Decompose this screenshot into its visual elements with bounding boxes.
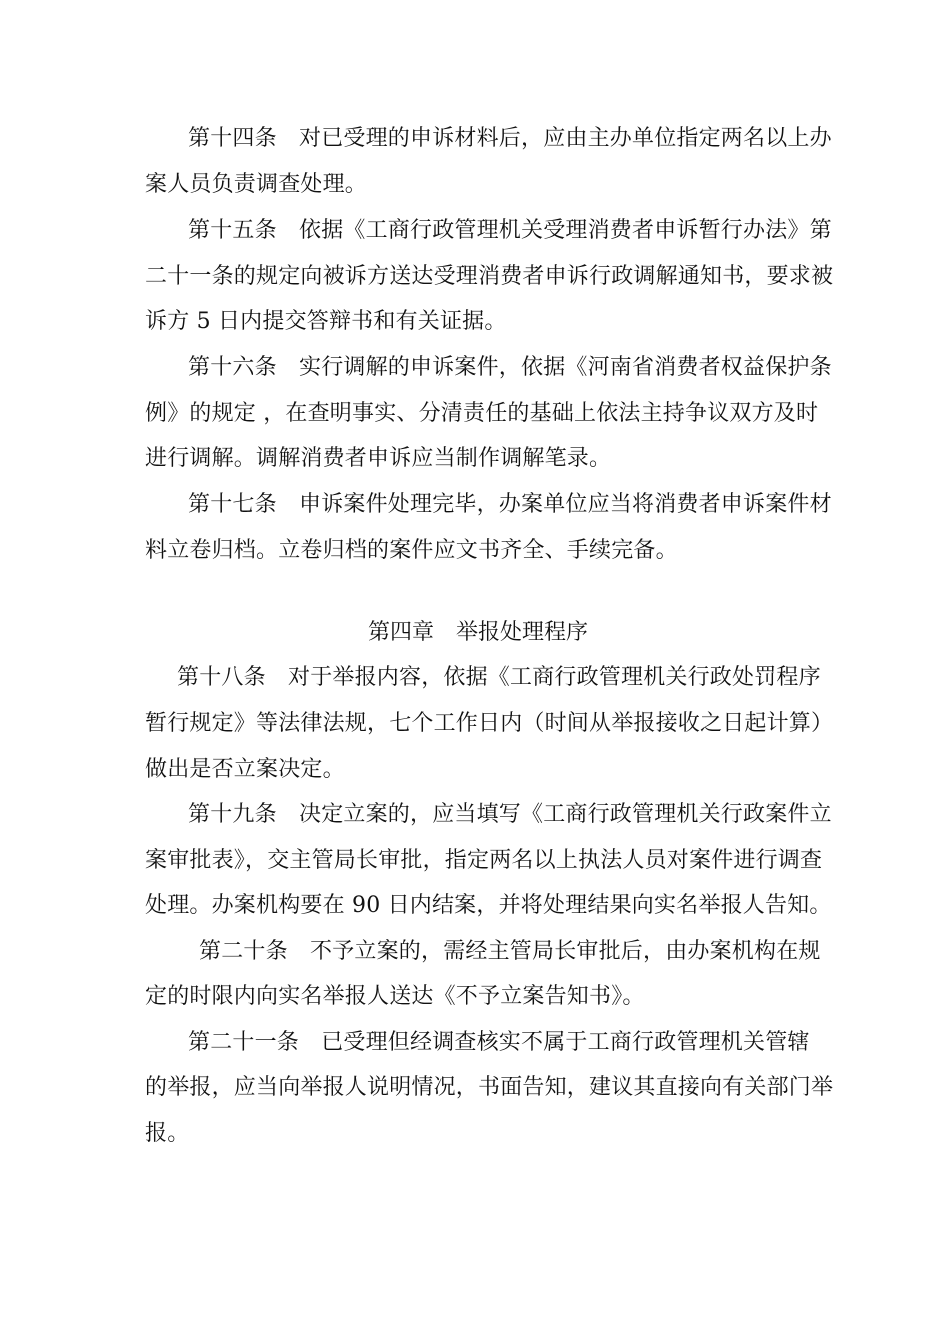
article-18-line-3: 做出是否立案决定。 xyxy=(145,757,345,782)
article-18-line-2: 暂行规定》等法律法规，七个工作日内（时间从举报接收之日起计算） xyxy=(145,711,834,736)
article-16-line-2: 例》的规定 ，在查明事实、分清责任的基础上依法主持争议双方及时 xyxy=(145,401,819,426)
article-16-line-3: 进行调解。调解消费者申诉应当制作调解笔录。 xyxy=(145,446,612,471)
article-19-line-1: 第十九条 决定立案的，应当填写《工商行政管理机关行政案件立 xyxy=(188,802,832,827)
article-14-line-2: 案人员负责调查处理。 xyxy=(145,172,368,197)
article-14-line-1: 第十四条 对已受理的申诉材料后，应由主办单位指定两名以上办 xyxy=(188,126,832,151)
article-21-line-3: 报。 xyxy=(145,1121,190,1146)
article-21-line-1: 第二十一条 已受理但经调查核实不属于工商行政管理机关管辖 xyxy=(188,1030,810,1055)
article-15-line-1: 第十五条 依据《工商行政管理机关受理消费者申诉暂行办法》第 xyxy=(188,218,832,243)
article-16-line-1: 第十六条 实行调解的申诉案件，依据《河南省消费者权益保护条 xyxy=(188,355,832,380)
chapter-heading: 第四章 举报处理程序 xyxy=(368,620,589,645)
article-15-line-3: 诉方 5 日内提交答辩书和有关证据。 xyxy=(145,309,507,334)
article-17-line-2: 料立卷归档。立卷归档的案件应文书齐全、手续完备。 xyxy=(145,538,678,563)
article-20-line-1: 第二十条 不予立案的，需经主管局长审批后，由办案机构在规 xyxy=(199,939,821,964)
article-15-line-2: 二十一条的规定向被诉方送达受理消费者申诉行政调解通知书，要求被 xyxy=(145,264,834,289)
article-19-line-2: 案审批表》，交主管局长审批，指定两名以上执法人员对案件进行调查 xyxy=(145,848,823,873)
article-21-line-2: 的举报，应当向举报人说明情况，书面告知，建议其直接向有关部门举 xyxy=(145,1075,834,1100)
article-17-line-1: 第十七条 申诉案件处理完毕，办案单位应当将消费者申诉案件材 xyxy=(188,492,832,517)
article-19-line-3: 处理。办案机构要在 90 日内结案，并将处理结果向实名举报人告知。 xyxy=(145,893,832,918)
article-18-line-1: 第十八条 对于举报内容，依据《工商行政管理机关行政处罚程序 xyxy=(177,665,821,690)
article-20-line-2: 定的时限内向实名举报人送达《不予立案告知书》。 xyxy=(145,984,645,1009)
